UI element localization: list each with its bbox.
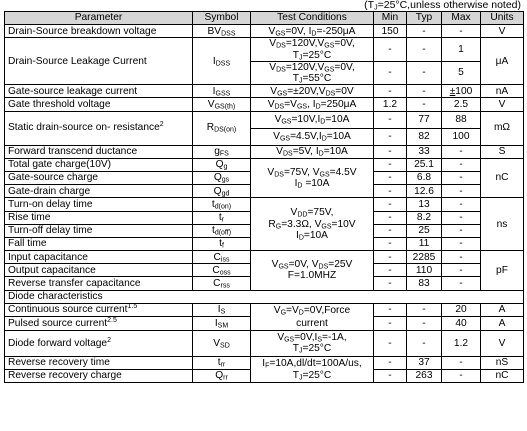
- typ-cell: -: [407, 61, 442, 84]
- param-cell: Turn-on delay time: [5, 198, 193, 211]
- max-cell: -: [442, 224, 481, 237]
- max-cell: -: [442, 25, 481, 38]
- typ-cell: 8.2: [407, 211, 442, 224]
- max-cell: 40: [442, 317, 481, 331]
- max-cell: -: [442, 237, 481, 250]
- param-cell: Pulsed source current$^{2.5}$: [5, 317, 193, 331]
- typ-cell: 263: [407, 370, 442, 383]
- min-cell: -: [374, 111, 407, 128]
- symbol-cell: $V_{SD}$: [193, 330, 251, 356]
- min-cell: -: [374, 224, 407, 237]
- table-row: [5, 198, 524, 211]
- condition-cell: $V_{GS}=0V,I_S=-1A$, $T_J=25^\circ C$: [251, 330, 374, 356]
- symbol-cell: $Q_{gd}$: [193, 185, 251, 198]
- symbol-cell: $Q_{rr}$: [193, 370, 251, 383]
- unit-cell: A: [481, 317, 524, 331]
- condition-cell: $V_{GS}=\pm 20V,V_{DS}=0V$: [251, 85, 374, 98]
- max-cell: -: [442, 251, 481, 264]
- typ-cell: 6.8: [407, 171, 442, 184]
- unit-cell: V: [481, 25, 524, 38]
- typ-cell: 33: [407, 145, 442, 158]
- table-row: [5, 111, 524, 128]
- condition-cell: $V_{DS}=V_{GS}$, $I_D=250\mu A$: [251, 98, 374, 111]
- min-cell: -: [374, 85, 407, 98]
- param-cell: Reverse transfer capacitance: [5, 277, 193, 290]
- max-cell: -: [442, 264, 481, 277]
- unit-cell: A: [481, 303, 524, 317]
- typ-cell: 83: [407, 277, 442, 290]
- unit-cell: nS: [481, 356, 524, 369]
- table-row: [5, 158, 524, 171]
- param-cell: Continuous source current$^{1.5}$: [5, 303, 193, 317]
- symbol-cell: $Q_{gs}$: [193, 171, 251, 184]
- max-cell: -: [442, 185, 481, 198]
- condition-cell: $V_{GS}=0V$, $I_D=-250\mu A$: [251, 25, 374, 38]
- typ-cell: -: [407, 317, 442, 331]
- param-cell: Turn-off delay time: [5, 224, 193, 237]
- symbol-cell: $C_{oss}$: [193, 264, 251, 277]
- header-test-conditions: Test Conditions: [251, 12, 374, 25]
- typ-cell: -: [407, 38, 442, 61]
- condition-cell: $V_{DS}=75V$, $V_{GS}=4.5V$ $I_D =10A$: [251, 158, 374, 198]
- unit-cell: mΩ: [481, 111, 524, 145]
- test-condition-note: ($T_J=25^\circ C,unless$ otherwise noted): [364, 0, 521, 12]
- condition-cell: $V_{GS}=10V,I_D=10A$: [251, 111, 374, 128]
- condition-cell: $V_{GS}=0V$, $V_{DS}=25V$ F=1.0MHZ: [251, 251, 374, 291]
- symbol-cell: $I_{GSS}$: [193, 85, 251, 98]
- min-cell: -: [374, 145, 407, 158]
- typ-cell: 37: [407, 356, 442, 369]
- table-row: [5, 85, 524, 98]
- max-cell: 1: [442, 38, 481, 61]
- typ-cell: -: [407, 330, 442, 356]
- symbol-cell: $I_S$: [193, 303, 251, 317]
- min-cell: -: [374, 61, 407, 84]
- typ-cell: 110: [407, 264, 442, 277]
- unit-cell: pF: [481, 251, 524, 291]
- typ-cell: 25: [407, 224, 442, 237]
- electrical-characteristics-table: [4, 11, 524, 383]
- param-cell: Drain-Source breakdown voltage: [5, 25, 193, 38]
- typ-cell: 82: [407, 128, 442, 145]
- symbol-cell: $I_{DSS}$: [193, 38, 251, 85]
- min-cell: -: [374, 198, 407, 211]
- symbol-cell: $I_{SM}$: [193, 317, 251, 331]
- max-cell: -: [442, 277, 481, 290]
- max-cell: 2.5: [442, 98, 481, 111]
- symbol-cell: $t_r$: [193, 211, 251, 224]
- min-cell: -: [374, 370, 407, 383]
- min-cell: -: [374, 303, 407, 317]
- max-cell: -: [442, 211, 481, 224]
- param-cell: Total gate charge(10V): [5, 158, 193, 171]
- typ-cell: 11: [407, 237, 442, 250]
- max-cell: ±100: [442, 85, 481, 98]
- max-cell: -: [442, 145, 481, 158]
- table-row: [5, 251, 524, 264]
- max-cell: 20: [442, 303, 481, 317]
- min-cell: -: [374, 277, 407, 290]
- symbol-cell: $Q_g$: [193, 158, 251, 171]
- min-cell: -: [374, 237, 407, 250]
- min-cell: -: [374, 171, 407, 184]
- symbol-cell: $t_{d(off)}$: [193, 224, 251, 237]
- header-min: Min: [374, 12, 407, 25]
- typ-cell: 2285: [407, 251, 442, 264]
- min-cell: -: [374, 356, 407, 369]
- min-cell: -: [374, 38, 407, 61]
- header-symbol: Symbol: [193, 12, 251, 25]
- max-cell: 5: [442, 61, 481, 84]
- max-cell: 1.2: [442, 330, 481, 356]
- symbol-cell: $V_{GS(th)}$: [193, 98, 251, 111]
- max-cell: -: [442, 171, 481, 184]
- min-cell: -: [374, 128, 407, 145]
- header-units: Units: [481, 12, 524, 25]
- table-row: [5, 356, 524, 369]
- table-row: [5, 25, 524, 38]
- condition-cell: $V_{DS}=120V,V_{GS}=0V$, $T_J=25^\circ C$: [251, 38, 374, 61]
- min-cell: -: [374, 330, 407, 356]
- min-cell: -: [374, 185, 407, 198]
- param-cell: Reverse recovery time: [5, 356, 193, 369]
- symbol-cell: $C_{iss}$: [193, 251, 251, 264]
- symbol-cell: $R_{DS(on)}$: [193, 111, 251, 145]
- condition-cell: $V_G=V_D=0V,Force$ current: [251, 303, 374, 330]
- symbol-cell: $t_{rr}$: [193, 356, 251, 369]
- header-max: Max: [442, 12, 481, 25]
- param-cell: Fall time: [5, 237, 193, 250]
- symbol-cell: $BV_{DSS}$: [193, 25, 251, 38]
- param-cell: Rise time: [5, 211, 193, 224]
- max-cell: 88: [442, 111, 481, 128]
- min-cell: 1.2: [374, 98, 407, 111]
- condition-cell: $V_{DS}=120V,V_{GS}=0V$, $T_J=55^\circ C$: [251, 61, 374, 84]
- param-cell: Gate-source charge: [5, 171, 193, 184]
- max-cell: -: [442, 356, 481, 369]
- min-cell: -: [374, 251, 407, 264]
- typ-cell: 13: [407, 198, 442, 211]
- typ-cell: -: [407, 303, 442, 317]
- unit-cell: μA: [481, 38, 524, 85]
- symbol-cell: $g_{FS}$: [193, 145, 251, 158]
- table-row: [5, 303, 524, 317]
- section-header-row: [5, 290, 524, 303]
- min-cell: -: [374, 158, 407, 171]
- typ-cell: -: [407, 85, 442, 98]
- symbol-cell: $t_{d(on)}$: [193, 198, 251, 211]
- symbol-cell: $t_f$: [193, 237, 251, 250]
- param-cell: Reverse recovery charge: [5, 370, 193, 383]
- param-cell: Gate threshold voltage: [5, 98, 193, 111]
- typ-cell: 77: [407, 111, 442, 128]
- table-row: [5, 98, 524, 111]
- unit-cell: nA: [481, 85, 524, 98]
- min-cell: -: [374, 211, 407, 224]
- unit-cell: S: [481, 145, 524, 158]
- typ-cell: 12.6: [407, 185, 442, 198]
- unit-cell: nC: [481, 370, 524, 383]
- param-cell: Input capacitance: [5, 251, 193, 264]
- typ-cell: -: [407, 25, 442, 38]
- table-header-row: [5, 12, 524, 25]
- param-cell: Output capacitance: [5, 264, 193, 277]
- symbol-cell: $C_{rss}$: [193, 277, 251, 290]
- min-cell: -: [374, 264, 407, 277]
- max-cell: -: [442, 198, 481, 211]
- param-cell: Diode forward voltage$^2$: [5, 330, 193, 356]
- condition-cell: $V_{GS}=4.5V,I_D=10A$: [251, 128, 374, 145]
- unit-cell: nC: [481, 158, 524, 198]
- param-cell: Drain-Source Leakage Current: [5, 38, 193, 85]
- min-cell: -: [374, 317, 407, 331]
- param-cell: Gate-drain charge: [5, 185, 193, 198]
- header-typ: Typ: [407, 12, 442, 25]
- diode-section-title: Diode characteristics: [5, 290, 524, 303]
- typ-cell: -: [407, 98, 442, 111]
- unit-cell: ns: [481, 198, 524, 251]
- max-cell: -: [442, 370, 481, 383]
- min-cell: 150: [374, 25, 407, 38]
- param-cell: Forward transcend ductance: [5, 145, 193, 158]
- header-parameter: Parameter: [5, 12, 193, 25]
- param-cell: Static drain-source on- resistance$^2$: [5, 111, 193, 145]
- typ-cell: 25.1: [407, 158, 442, 171]
- param-cell: Gate-source leakage current: [5, 85, 193, 98]
- unit-cell: V: [481, 98, 524, 111]
- unit-cell: V: [481, 330, 524, 356]
- max-cell: -: [442, 158, 481, 171]
- condition-cell: $V_{DD}=75V$, $R_G=3.3\Omega$, $V_{GS}=10V$ $I_D=10A$: [251, 198, 374, 251]
- max-cell: 100: [442, 128, 481, 145]
- condition-cell: $I_F=10A,dl/dt=100A/us$, $T_J=25^\circ C$: [251, 356, 374, 382]
- table-row: [5, 145, 524, 158]
- table-row: [5, 330, 524, 356]
- condition-cell: $V_{DS}=5V$, $I_D=10A$: [251, 145, 374, 158]
